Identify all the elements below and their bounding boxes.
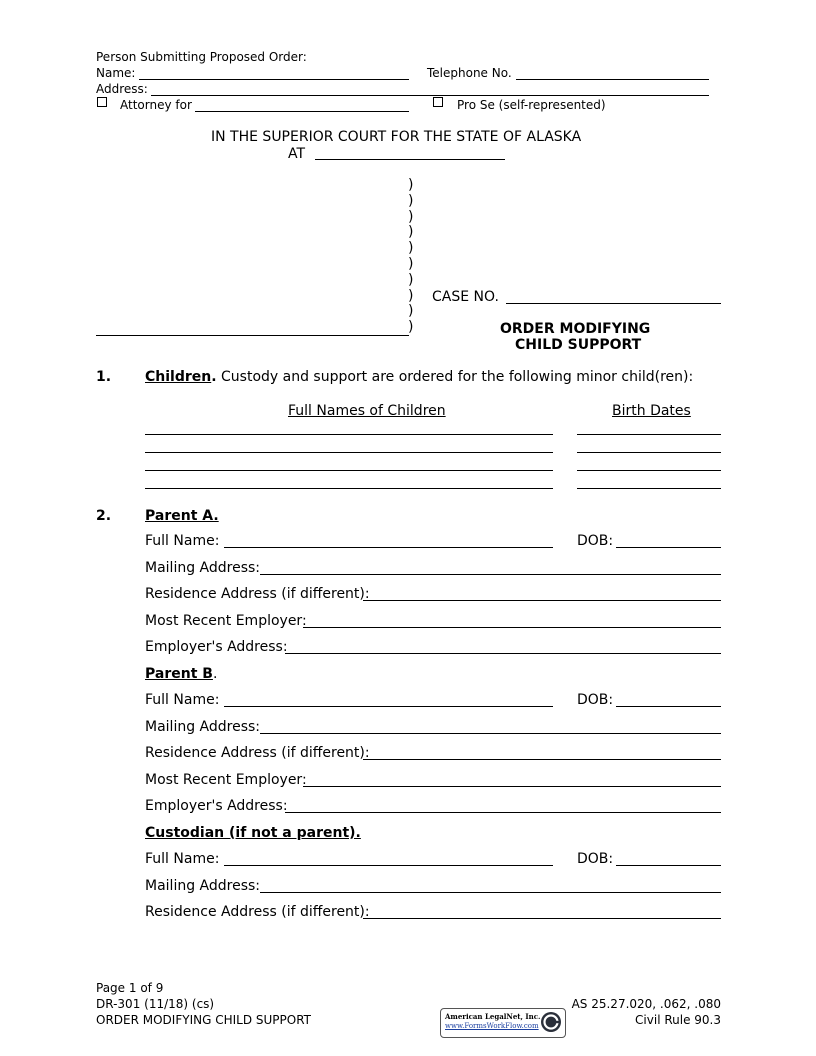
logo-globe-icon [540, 1011, 562, 1033]
parent-b-heading-period: . [212, 666, 218, 682]
children-heading-period: . [211, 369, 217, 385]
parent-b-full-name-label: Full Name: [145, 692, 220, 708]
children-names-header: Full Names of Children [288, 403, 446, 419]
parent-a-employer-address-label: Employer's Address: [145, 639, 288, 655]
child-birthdate-field[interactable] [577, 470, 721, 471]
parent-a-employer-label: Most Recent Employer: [145, 613, 307, 629]
section1-heading [145, 369, 693, 385]
pro-se-checkbox[interactable] [433, 97, 443, 111]
custodian-residence-field[interactable] [363, 918, 721, 919]
telephone-field[interactable] [516, 79, 709, 80]
parent-b-employer-label: Most Recent Employer: [145, 772, 307, 788]
address-label: Address: [96, 82, 148, 96]
parent-b-dob-label: DOB: [577, 692, 614, 708]
pro-se-label: Pro Se (self-represented) [457, 98, 606, 112]
child-birthdate-field[interactable] [577, 452, 721, 453]
parent-b-mailing-field[interactable] [260, 733, 721, 734]
child-birthdate-field[interactable] [577, 488, 721, 489]
caption-parens: ) ) ) ) ) ) ) ) ) ) [408, 177, 414, 336]
parent-a-dob-field[interactable] [616, 547, 721, 548]
parent-b-employer-address-label: Employer's Address: [145, 798, 288, 814]
child-name-field[interactable] [145, 470, 553, 471]
footer-page-number: Page 1 of 9 [96, 981, 164, 995]
parent-a-employer-field[interactable] [303, 627, 721, 628]
party-name-field[interactable] [96, 335, 409, 336]
custodian-dob-field[interactable] [616, 865, 721, 866]
footer-civil-rule: Civil Rule 90.3 [635, 1013, 721, 1027]
custodian-mailing-label: Mailing Address: [145, 878, 261, 894]
parent-b-employer-address-field[interactable] [285, 812, 721, 813]
parent-a-full-name-label: Full Name: [145, 533, 220, 549]
custodian-mailing-field[interactable] [260, 892, 721, 893]
children-heading: Children [145, 369, 212, 385]
parent-a-mailing-label: Mailing Address: [145, 560, 261, 576]
document-title-line1: ORDER MODIFYING [500, 321, 651, 337]
parent-a-mailing-field[interactable] [260, 574, 721, 575]
attorney-for-field[interactable] [195, 111, 409, 112]
attorney-checkbox[interactable] [97, 97, 107, 111]
custodian-full-name-label: Full Name: [145, 851, 220, 867]
footer-form-number: DR-301 (11/18) (cs) [96, 997, 215, 1011]
logo-website-link[interactable]: www.FormsWorkFlow.com [445, 1022, 539, 1030]
footer-statute: AS 25.27.020, .062, .080 [571, 997, 721, 1011]
parent-a-full-name-field[interactable] [224, 547, 553, 548]
logo-company: American LegalNet, Inc. [445, 1012, 541, 1021]
address-field[interactable] [151, 95, 709, 96]
parent-a-employer-address-field[interactable] [285, 653, 721, 654]
footer-form-title: ORDER MODIFYING CHILD SUPPORT [96, 1013, 311, 1027]
submitter-label: Person Submitting Proposed Order: [96, 50, 307, 64]
parent-b-full-name-field[interactable] [224, 706, 553, 707]
birth-dates-header: Birth Dates [612, 403, 691, 419]
parent-a-residence-field[interactable] [363, 600, 721, 601]
section2-number: 2. [96, 508, 112, 524]
parent-a-heading: Parent A. [145, 508, 219, 524]
court-at-label: AT [288, 146, 306, 162]
parent-b-residence-field[interactable] [363, 759, 721, 760]
parent-a-dob-label: DOB: [577, 533, 614, 549]
court-location-field[interactable] [315, 159, 505, 160]
americanlegalnet-logo [440, 1008, 566, 1038]
child-name-field[interactable] [145, 452, 553, 453]
parent-b-dob-field[interactable] [616, 706, 721, 707]
parent-a-residence-label: Residence Address (if different): [145, 586, 370, 602]
custodian-full-name-field[interactable] [224, 865, 553, 866]
children-text: Custody and support are ordered for the following minor child(ren): [221, 369, 694, 385]
attorney-for-label: Attorney for [120, 98, 192, 112]
parent-b-employer-field[interactable] [303, 786, 721, 787]
custodian-dob-label: DOB: [577, 851, 614, 867]
child-birthdate-field[interactable] [577, 434, 721, 435]
case-number-field[interactable] [506, 303, 721, 304]
custodian-heading: Custodian (if not a parent). [145, 825, 361, 841]
name-label: Name: [96, 66, 136, 80]
child-name-field[interactable] [145, 488, 553, 489]
parent-b-mailing-label: Mailing Address: [145, 719, 261, 735]
parent-b-heading: Parent B [145, 666, 213, 682]
section1-number: 1. [96, 369, 112, 385]
parent-b-residence-label: Residence Address (if different): [145, 745, 370, 761]
case-number-label: CASE NO. [432, 289, 499, 305]
child-name-field[interactable] [145, 434, 553, 435]
parent-b-heading-wrap [145, 666, 217, 682]
document-title-line2: CHILD SUPPORT [515, 337, 642, 353]
court-title: IN THE SUPERIOR COURT FOR THE STATE OF ALASKA [211, 129, 582, 145]
custodian-residence-label: Residence Address (if different): [145, 904, 370, 920]
name-field[interactable] [139, 79, 409, 80]
telephone-label: Telephone No. [427, 66, 512, 80]
